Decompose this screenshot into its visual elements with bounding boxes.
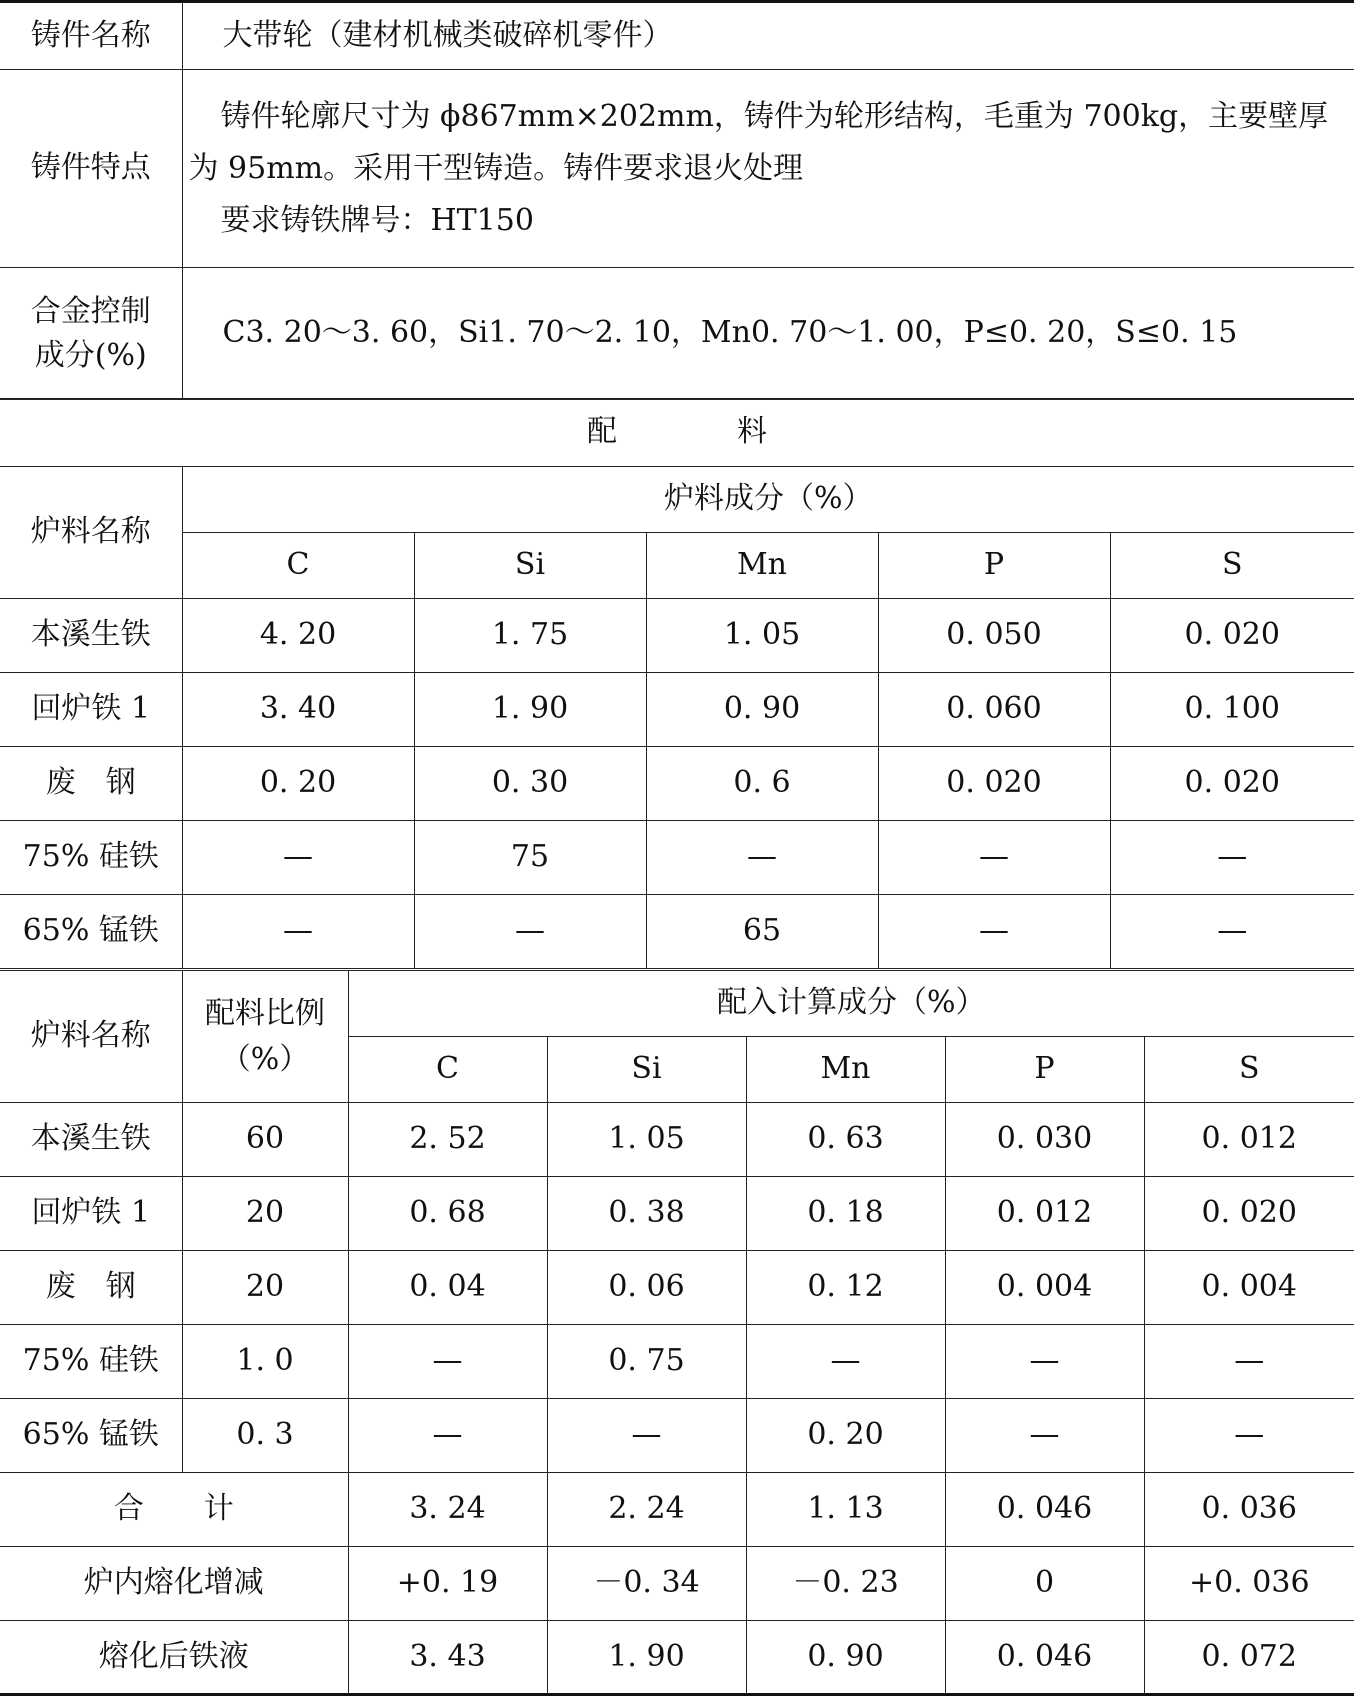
- casting-name-row: [0, 2, 1354, 70]
- table-cell: —: [182, 895, 414, 969]
- calc-col-mn: Mn: [746, 1037, 945, 1103]
- table-cell: —: [1110, 895, 1354, 969]
- table-cell: 3. 43: [348, 1621, 547, 1695]
- table-cell: 1. 05: [646, 599, 878, 673]
- charge-col-c: C: [182, 533, 414, 599]
- calc-row-name: 65% 锰铁: [0, 1399, 182, 1473]
- table-cell: —: [1144, 1325, 1354, 1399]
- calc-col-c: C: [348, 1037, 547, 1103]
- table-cell: 0. 046: [945, 1621, 1144, 1695]
- table-row: [0, 673, 1354, 747]
- charge-name-header: 炉料名称: [0, 467, 182, 599]
- melt-change-row: [0, 1547, 1354, 1621]
- table-cell: 3. 40: [182, 673, 414, 747]
- charge-column-row: [0, 533, 1354, 599]
- calc-col-s: S: [1144, 1037, 1354, 1103]
- table-cell: 0. 20: [182, 747, 414, 821]
- table-cell: —: [746, 1325, 945, 1399]
- calc-row-name: 回炉铁 1: [0, 1177, 182, 1251]
- calc-name-header: 炉料名称: [0, 971, 182, 1103]
- calc-row-ratio: 20: [182, 1177, 348, 1251]
- table-cell: －0. 23: [746, 1547, 945, 1621]
- table-cell: —: [945, 1325, 1144, 1399]
- table-cell: 0. 68: [348, 1177, 547, 1251]
- casting-feature-text: 铸件轮廓尺寸为 ϕ867mm×202mm，铸件为轮形结构，毛重为 700kg，主要壁厚为 95mm。采用干型铸造。铸件要求退火处理: [188, 98, 1329, 186]
- table-cell: —: [646, 821, 878, 895]
- calc-row-name: 本溪生铁: [0, 1103, 182, 1177]
- table-cell: —: [1144, 1399, 1354, 1473]
- table-row: [0, 747, 1354, 821]
- table-cell: 3. 24: [348, 1473, 547, 1547]
- table-cell: —: [547, 1399, 746, 1473]
- table-cell: 0. 06: [547, 1251, 746, 1325]
- charge-col-si: Si: [414, 533, 646, 599]
- table-cell: 0. 012: [1144, 1103, 1354, 1177]
- table-cell: 0. 020: [1110, 599, 1354, 673]
- table-row: [0, 599, 1354, 673]
- alloy-control-value: C3. 20～3. 60，Si1. 70～2. 10，Mn0. 70～1. 00，P≤0. 20，S≤0. 15: [182, 268, 1354, 400]
- charge-col-mn: Mn: [646, 533, 878, 599]
- section-title: 配 料: [0, 399, 1354, 467]
- calc-row-ratio: 1. 0: [182, 1325, 348, 1399]
- table-row: [0, 1177, 1354, 1251]
- table-cell: 0. 90: [646, 673, 878, 747]
- casting-grade-text: 要求铸铁牌号：HT150: [220, 202, 534, 238]
- table-cell: 0. 004: [945, 1251, 1144, 1325]
- table-cell: 4. 20: [182, 599, 414, 673]
- calc-row-ratio: 60: [182, 1103, 348, 1177]
- table-cell: —: [348, 1399, 547, 1473]
- casting-feature-cell: [182, 70, 1354, 268]
- casting-feature-row: [0, 70, 1354, 268]
- table-cell: 65: [646, 895, 878, 969]
- calc-ratio-header: [182, 971, 348, 1103]
- casting-name-label: 铸件名称: [0, 2, 182, 70]
- table-cell: —: [1110, 821, 1354, 895]
- table-cell: 0. 6: [646, 747, 878, 821]
- table-cell: 1. 75: [414, 599, 646, 673]
- calc-row-name: 75% 硅铁: [0, 1325, 182, 1399]
- table-row: [0, 1399, 1354, 1473]
- alloy-control-row: [0, 268, 1354, 400]
- section-title-band: [0, 398, 1354, 467]
- calc-ratio-header-line2: （%）: [220, 1041, 310, 1077]
- calc-row-ratio: 20: [182, 1251, 348, 1325]
- charge-row-name: 回炉铁 1: [0, 673, 182, 747]
- table-cell: +0. 19: [348, 1547, 547, 1621]
- charge-row-name: 废 钢: [0, 747, 182, 821]
- table-row: [0, 1103, 1354, 1177]
- casting-feature-label: 铸件特点: [0, 70, 182, 268]
- table-cell: 0. 30: [414, 747, 646, 821]
- table-cell: 0. 04: [348, 1251, 547, 1325]
- table-cell: —: [414, 895, 646, 969]
- table-cell: —: [878, 895, 1110, 969]
- table-cell: 0. 63: [746, 1103, 945, 1177]
- table-cell: 0. 18: [746, 1177, 945, 1251]
- table-cell: 0. 38: [547, 1177, 746, 1251]
- casting-name-value: 大带轮（建材机械类破碎机零件）: [182, 2, 1354, 70]
- table-cell: 1. 05: [547, 1103, 746, 1177]
- calculated-composition-table: [0, 970, 1354, 1696]
- charge-header-row: [0, 467, 1354, 533]
- table-cell: 0. 046: [945, 1473, 1144, 1547]
- total-row: [0, 1473, 1354, 1547]
- table-cell: 0. 12: [746, 1251, 945, 1325]
- charge-group-header: 炉料成分（%）: [182, 467, 1354, 533]
- alloy-label-line1: 合金控制: [30, 293, 151, 329]
- calc-col-p: P: [945, 1037, 1144, 1103]
- table-cell: 0. 020: [1110, 747, 1354, 821]
- total-row-label: 合 计: [0, 1473, 348, 1547]
- table-cell: 2. 24: [547, 1473, 746, 1547]
- calc-row-name: 废 钢: [0, 1251, 182, 1325]
- table-cell: 0. 012: [945, 1177, 1144, 1251]
- table-cell: 0. 020: [1144, 1177, 1354, 1251]
- calc-col-si: Si: [547, 1037, 746, 1103]
- table-cell: 0. 004: [1144, 1251, 1354, 1325]
- molten-iron-row: [0, 1621, 1354, 1695]
- charge-row-name: 75% 硅铁: [0, 821, 182, 895]
- table-cell: 0. 072: [1144, 1621, 1354, 1695]
- table-row: [0, 1251, 1354, 1325]
- table-cell: 0. 75: [547, 1325, 746, 1399]
- calc-group-header: 配入计算成分（%）: [348, 971, 1354, 1037]
- table-cell: 0. 060: [878, 673, 1110, 747]
- table-cell: 0: [945, 1547, 1144, 1621]
- calc-row-ratio: 0. 3: [182, 1399, 348, 1473]
- alloy-label-line2: 成分(%): [34, 337, 147, 373]
- casting-info-table: [0, 0, 1354, 400]
- table-cell: 0. 90: [746, 1621, 945, 1695]
- charge-col-s: S: [1110, 533, 1354, 599]
- calc-ratio-header-line1: 配料比例: [205, 995, 325, 1031]
- table-row: [0, 1325, 1354, 1399]
- table-cell: 1. 13: [746, 1473, 945, 1547]
- charge-row-name: 65% 锰铁: [0, 895, 182, 969]
- charge-col-p: P: [878, 533, 1110, 599]
- table-cell: 1. 90: [414, 673, 646, 747]
- table-cell: 75: [414, 821, 646, 895]
- table-cell: 0. 100: [1110, 673, 1354, 747]
- table-cell: —: [348, 1325, 547, 1399]
- alloy-control-label: [0, 268, 182, 400]
- table-cell: 2. 52: [348, 1103, 547, 1177]
- melt-change-label: 炉内熔化增减: [0, 1547, 348, 1621]
- table-cell: —: [878, 821, 1110, 895]
- table-cell: +0. 036: [1144, 1547, 1354, 1621]
- table-cell: 0. 036: [1144, 1473, 1354, 1547]
- table-row: [0, 821, 1354, 895]
- charge-row-name: 本溪生铁: [0, 599, 182, 673]
- molten-iron-label: 熔化后铁液: [0, 1621, 348, 1695]
- table-cell: 0. 020: [878, 747, 1110, 821]
- charge-composition-table: [0, 466, 1354, 969]
- table-cell: －0. 34: [547, 1547, 746, 1621]
- table-cell: 1. 90: [547, 1621, 746, 1695]
- table-cell: —: [945, 1399, 1144, 1473]
- calc-header-row: [0, 971, 1354, 1037]
- table-row: [0, 895, 1354, 969]
- table-cell: 0. 030: [945, 1103, 1144, 1177]
- table-cell: 0. 20: [746, 1399, 945, 1473]
- table-cell: —: [182, 821, 414, 895]
- table-cell: 0. 050: [878, 599, 1110, 673]
